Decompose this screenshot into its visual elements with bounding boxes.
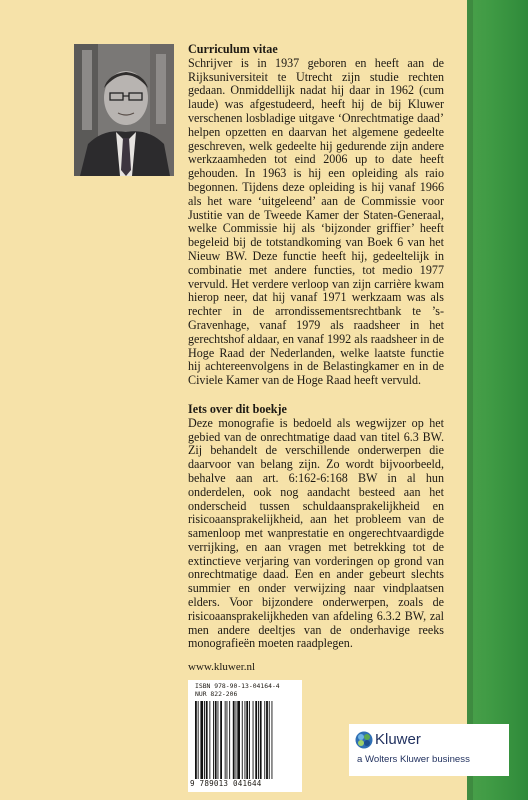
barcode-bar [245, 701, 246, 779]
nur-text: NUR 822-206 [195, 689, 238, 698]
barcode-bar [229, 701, 230, 779]
barcode-bar [253, 701, 254, 779]
barcode-bar [233, 701, 235, 779]
publisher-name: Kluwer [375, 731, 421, 748]
barcode-bar [258, 701, 259, 779]
barcode-bar [236, 701, 237, 779]
curriculum-heading: Curriculum vitae [188, 42, 278, 56]
barcode-digits: 9 789013 041644 [190, 779, 262, 788]
barcode-bar [255, 701, 257, 779]
barcode-bar [225, 701, 226, 779]
isbn-label [195, 683, 303, 698]
about-body: Deze monografie is bedoeld als wegwijzer op het gebied van de onrechtmatige daad van titel 6.3 BW. Zij behandelt de verschillende onderwerpen die daarvoor van belang zijn. Zo wordt bijvoorbeeld, behalve aan art. 6:162-6:168 BW in al hun onderdelen, ook nog aandacht besteed aan het onderscheid tussen schuldaansprakelijkheid en risicoaansprakelijkheid, aan het probleem van de samenloop met wanprestatie en ongerechtvaardigde verrijking, en aan vragen met betrekking tot de extinctieve verjaring van vorderingen op grond van onrechtmatige daad. Een en ander gebeurt slechts summier en onder verwijzing naar vindplaatsen elders. Voor bijzondere onderwerpen, zoals de risicoaansprakelijkheden van afdeling 6.3.2 BW, zal men andere deeltjes van de onderhavige reeks monografieën moeten raadplegen. [188, 415, 444, 651]
barcode-block [188, 680, 302, 792]
barcode-bar [249, 701, 250, 779]
barcode-bar [206, 701, 208, 779]
barcode-bar [220, 701, 222, 779]
back-cover-text [188, 43, 444, 651]
barcode-bar [227, 701, 228, 779]
barcode-bar [242, 701, 243, 779]
barcode-bars [193, 701, 297, 779]
barcode-bar [246, 701, 248, 779]
barcode-bar [266, 701, 268, 779]
author-portrait-icon [74, 44, 174, 176]
about-heading: Iets over dit boekje [188, 401, 287, 416]
kluwer-logo-mark-icon [355, 731, 373, 749]
barcode-bar [209, 701, 210, 779]
barcode-bar [198, 701, 199, 779]
barcode-bar [269, 701, 270, 779]
barcode-bar [200, 701, 203, 779]
barcode-bar [272, 701, 273, 779]
curriculum-body: Schrijver is in 1937 geboren en heeft aan de Rijksuniversiteit te Utrecht zijn studie rechten gedaan. Onmiddellijk nadat hij daar in 1962 (cum laude) was afgestudeerd, heeft hij de bij Kluwer verschenen losbladige uitgave ‘Onrechtmatige daad’ helpen opzetten en daarvan het algemene gedeelte geschreven, welk gedeelte hij gedurende zijn andere werkzaamheden tot eind 2006 up to date heeft gehouden. In 1963 is hij een opleiding als raio begonnen. Tijdens deze opleiding is hij vanaf 1966 als het ware ‘uitgeleend’ aan de Commissie voor Justitie van de Tweede Kamer der Staten-Generaal, welke Commissie hij als ‘bijzonder griffier’ heeft begeleid bij de totstandkoming van Boek 6 van het Nieuw BW. Deze functie heeft hij, gedeeltelijk in combinatie met andere functies, tot medio 1977 vervuld. Het verdere verloop van zijn carrière kwam hierop neer, dat hij vanaf 1971 werkzaam was als rechter in de arrondissementsrechtbank te ’s-Gravenhage, vanaf 1979 als raadsheer in het gerechtshof aldaar, en vanaf 1992 als raadsheer in de Hoge Raad der Nederlanden, welke laatste functie hij achtereenvolgens in de Belastingkamer en in de Civiele Kamer van de Hoge Raad heeft vervuld. [188, 55, 444, 388]
barcode-bar [218, 701, 219, 779]
barcode-bar [213, 701, 214, 779]
author-photo [74, 44, 174, 176]
barcode-bar [264, 701, 265, 779]
barcode-bar [215, 701, 217, 779]
barcode-bar [204, 701, 205, 779]
barcode-bar [195, 701, 197, 779]
publisher-logo [349, 724, 509, 776]
publisher-tagline: a Wolters Kluwer business [357, 754, 470, 765]
isbn-text: ISBN 978-90-13-04164-4 [195, 682, 280, 690]
barcode-bar [260, 701, 262, 779]
website-link[interactable]: www.kluwer.nl [188, 661, 256, 673]
green-spine [467, 0, 528, 800]
barcode-bar [237, 701, 240, 779]
